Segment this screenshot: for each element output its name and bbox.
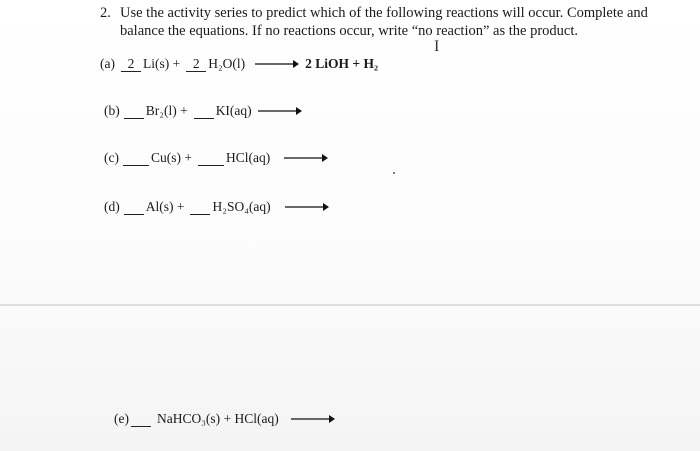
reactant-2: H₂SO₄(aq) — [212, 199, 271, 214]
reaction-arrow-icon — [255, 59, 299, 69]
reactant-1: Br₂(l) + — [145, 103, 188, 118]
stray-mark — [393, 172, 395, 174]
reaction-label: (a) — [100, 56, 115, 71]
reaction-e — [114, 411, 341, 427]
question-number: 2. — [100, 5, 111, 21]
reaction-arrow-icon — [285, 202, 329, 212]
page-divider — [0, 304, 700, 306]
coefficient-blank-2[interactable] — [194, 104, 214, 119]
reaction-arrow-icon — [291, 414, 335, 424]
reaction-label: (c) — [104, 150, 119, 165]
reaction-a — [100, 56, 378, 72]
coefficient-blank-1[interactable] — [124, 104, 144, 119]
reactant-2: KI(aq) — [215, 103, 252, 118]
reaction-d — [104, 199, 335, 215]
coefficient-blank-2[interactable] — [190, 200, 210, 215]
reactant-1: Al(s) + — [145, 199, 185, 214]
text-cursor-icon: I — [434, 38, 440, 55]
reaction-b — [104, 103, 308, 119]
reaction-label: (d) — [104, 199, 120, 214]
reaction-c — [104, 150, 334, 166]
reaction-arrow-icon — [284, 153, 328, 163]
reaction-label: (b) — [104, 103, 120, 118]
coefficient-blank-2[interactable] — [198, 151, 224, 166]
reaction-label: (e) — [114, 411, 129, 426]
reactants: NaHCO₃(s) + HCl(aq) — [156, 411, 279, 426]
reactant-2: H₂O(l) — [208, 56, 246, 71]
reaction-arrow-icon — [258, 106, 302, 116]
reactant-1: Cu(s) + — [150, 150, 192, 165]
reactant-1: Li(s) + — [142, 56, 181, 71]
question-text: Use the activity series to predict which of the following reactions will occur. Complete and balance the equations. If no reactions occur, write “no reaction” as the product. — [120, 5, 648, 39]
coefficient-blank-1[interactable] — [123, 151, 149, 166]
coefficient-blank-1[interactable] — [124, 200, 144, 215]
coefficient-blank-2[interactable]: 2 — [186, 57, 206, 72]
product-field[interactable]: 2 LiOH + H₂ — [305, 56, 379, 71]
coefficient-blank-1[interactable]: 2 — [121, 57, 141, 72]
coefficient-blank-1[interactable] — [131, 412, 151, 427]
reactant-2: HCl(aq) — [225, 150, 271, 165]
